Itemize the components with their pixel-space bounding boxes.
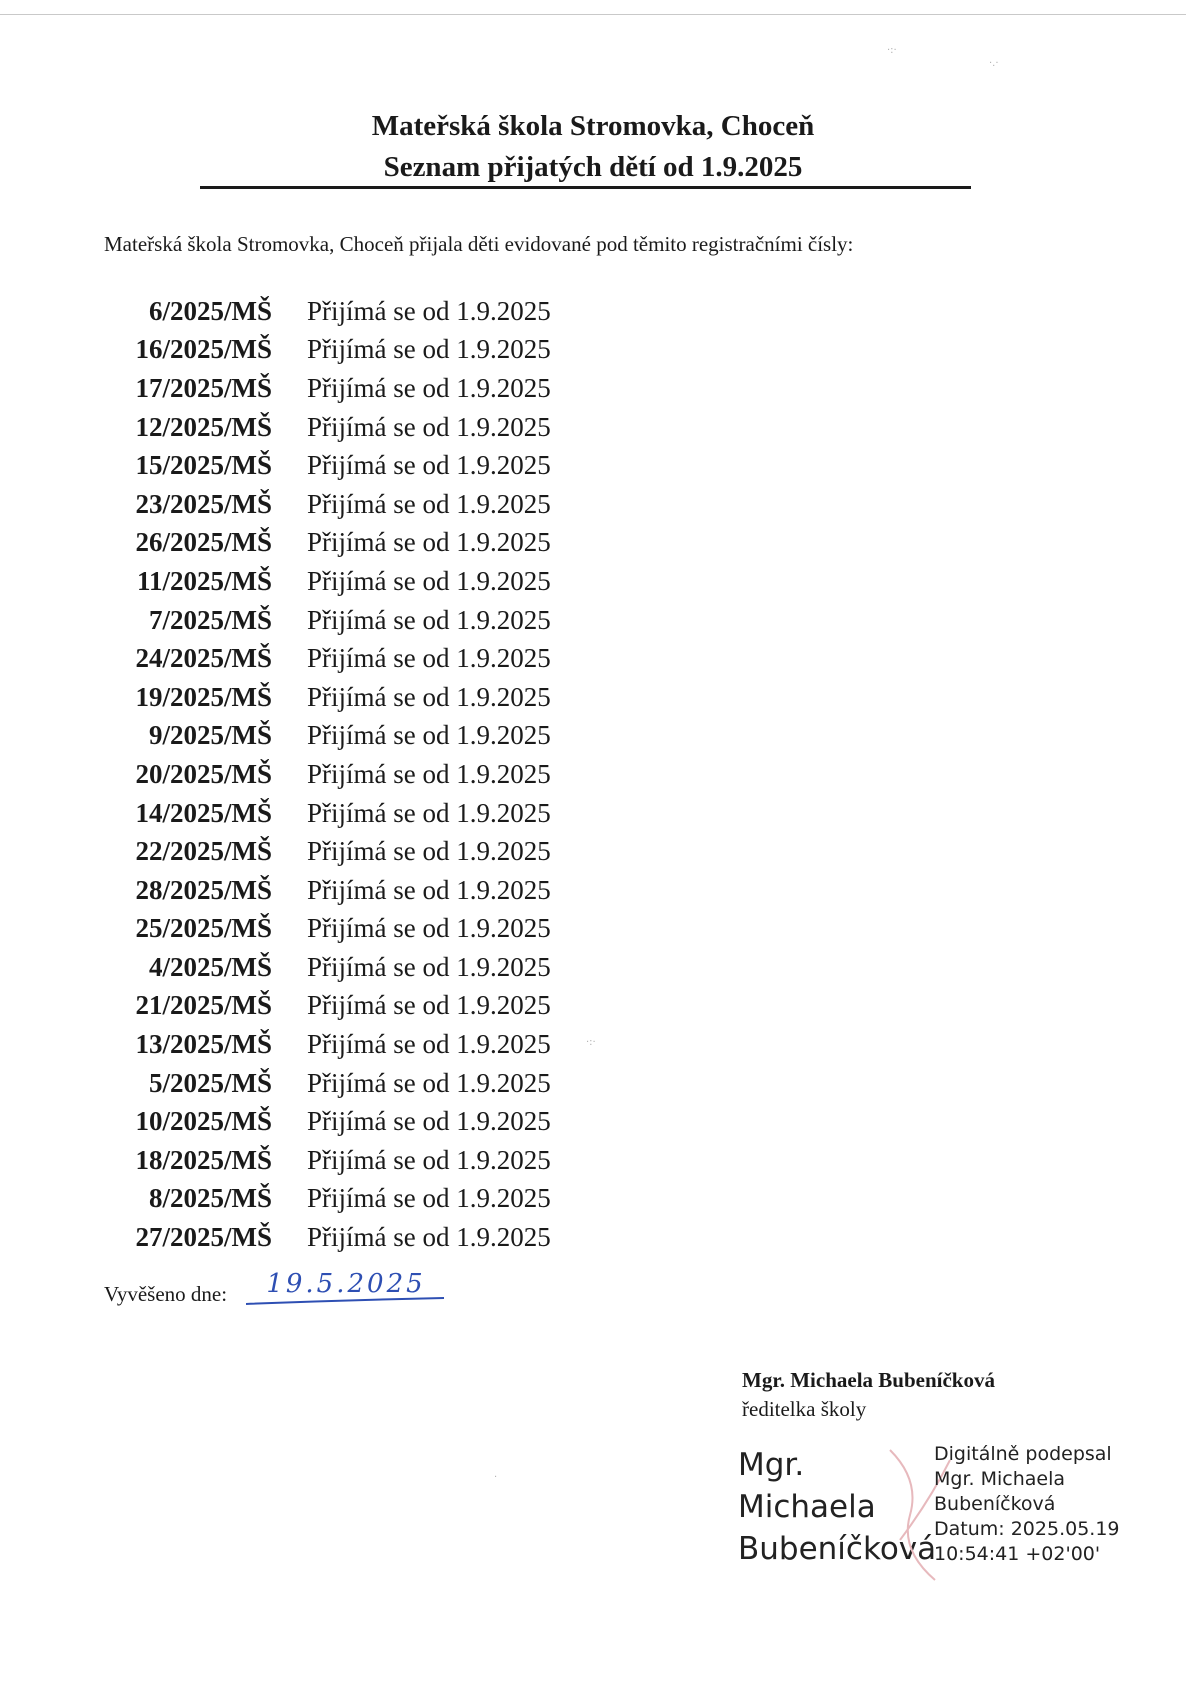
digital-info-line: 10:54:41 +02'00'	[934, 1543, 1101, 1565]
registration-number: 13/2025/MŠ	[135, 1029, 272, 1060]
admission-status: Přijímá se od 1.9.2025	[307, 604, 551, 635]
admission-status: Přijímá se od 1.9.2025	[307, 951, 551, 982]
digital-info-line: Mgr. Michaela	[934, 1468, 1066, 1490]
digital-name-line: Bubeníčková	[738, 1531, 937, 1567]
admission-status: Přijímá se od 1.9.2025	[307, 450, 551, 481]
registration-number: 7/2025/MŠ	[148, 604, 272, 635]
scan-speck: ·.·	[989, 58, 999, 69]
admission-status: Přijímá se od 1.9.2025	[307, 913, 551, 944]
list-item	[100, 562, 620, 601]
registration-number: 20/2025/MŠ	[135, 758, 272, 789]
registration-number: 26/2025/MŠ	[135, 527, 272, 558]
list-item	[100, 794, 620, 833]
admission-status: Přijímá se od 1.9.2025	[307, 527, 551, 558]
registration-number: 22/2025/MŠ	[135, 836, 272, 867]
signer-role: ředitelka školy	[742, 1397, 867, 1421]
registration-number: 12/2025/MŠ	[135, 411, 272, 442]
admission-status: Přijímá se od 1.9.2025	[307, 1067, 551, 1098]
admission-status: Přijímá se od 1.9.2025	[307, 334, 551, 365]
admission-status: Přijímá se od 1.9.2025	[307, 411, 551, 442]
list-item	[100, 910, 620, 949]
registration-number: 17/2025/MŠ	[135, 372, 272, 403]
list-item	[100, 292, 620, 331]
admission-status: Přijímá se od 1.9.2025	[307, 1144, 551, 1175]
list-item	[100, 639, 620, 678]
list-item	[100, 524, 620, 563]
digital-info-line: Datum: 2025.05.19	[934, 1518, 1120, 1540]
list-item	[100, 446, 620, 485]
list-item	[100, 1180, 620, 1219]
registration-number: 21/2025/MŠ	[135, 990, 272, 1021]
registration-number: 23/2025/MŠ	[135, 488, 272, 519]
registration-number: 24/2025/MŠ	[135, 643, 272, 674]
registration-number: 5/2025/MŠ	[148, 1067, 272, 1098]
registration-number: 6/2025/MŠ	[148, 295, 272, 326]
list-item	[100, 408, 620, 447]
admission-status: Přijímá se od 1.9.2025	[307, 990, 551, 1021]
admission-status: Přijímá se od 1.9.2025	[307, 720, 551, 751]
list-item	[100, 369, 620, 408]
list-item	[100, 485, 620, 524]
digital-info-line: Digitálně podepsal	[934, 1443, 1112, 1465]
admission-status: Přijímá se od 1.9.2025	[307, 488, 551, 519]
digital-name-line: Mgr.	[738, 1447, 805, 1483]
list-item	[100, 331, 620, 370]
list-title: Seznam přijatých dětí od 1.9.2025	[383, 151, 803, 183]
digital-signature-info	[934, 1442, 1120, 1567]
registration-number: 14/2025/MŠ	[135, 797, 272, 828]
admission-status: Přijímá se od 1.9.2025	[307, 1106, 551, 1137]
registration-number: 10/2025/MŠ	[135, 1106, 272, 1137]
admission-status: Přijímá se od 1.9.2025	[307, 874, 551, 905]
scan-speck: ·	[494, 1472, 498, 1483]
digital-name-line: Michaela	[738, 1489, 876, 1525]
list-item	[100, 948, 620, 987]
list-item	[100, 1102, 620, 1141]
admission-status: Přijímá se od 1.9.2025	[307, 295, 551, 326]
admission-status: Přijímá se od 1.9.2025	[307, 643, 551, 674]
admission-list	[100, 292, 620, 1257]
registration-number: 18/2025/MŠ	[135, 1144, 272, 1175]
admission-status: Přijímá se od 1.9.2025	[307, 1029, 551, 1060]
scan-speck: ·:·	[887, 45, 897, 56]
list-item	[100, 717, 620, 756]
list-item	[100, 1141, 620, 1180]
registration-number: 16/2025/MŠ	[135, 334, 272, 365]
admission-status: Přijímá se od 1.9.2025	[307, 1183, 551, 1214]
handwritten-date-text: 19.5.2025	[266, 1269, 426, 1299]
registration-number: 25/2025/MŠ	[135, 913, 272, 944]
admission-status: Přijímá se od 1.9.2025	[307, 372, 551, 403]
list-item	[100, 987, 620, 1026]
scan-speck: ·:·	[586, 1037, 596, 1048]
posted-label: Vyvěšeno dne:	[104, 1282, 228, 1306]
admission-status: Přijímá se od 1.9.2025	[307, 836, 551, 867]
page-top-edge	[0, 14, 1186, 15]
list-item	[100, 832, 620, 871]
registration-number: 9/2025/MŠ	[148, 720, 272, 751]
list-item	[100, 1064, 620, 1103]
registration-number: 15/2025/MŠ	[135, 450, 272, 481]
list-item	[100, 678, 620, 717]
title-underline	[200, 186, 971, 189]
admission-status: Přijímá se od 1.9.2025	[307, 797, 551, 828]
list-item	[100, 871, 620, 910]
registration-number: 8/2025/MŠ	[148, 1183, 272, 1214]
admission-status: Přijímá se od 1.9.2025	[307, 565, 551, 596]
signer-name: Mgr. Michaela Bubeníčková	[742, 1368, 995, 1392]
handwritten-date	[246, 1269, 446, 1309]
list-item	[100, 755, 620, 794]
admission-status: Přijímá se od 1.9.2025	[307, 1222, 551, 1253]
registration-number: 27/2025/MŠ	[135, 1222, 272, 1253]
admission-status: Přijímá se od 1.9.2025	[307, 681, 551, 712]
list-item	[100, 601, 620, 640]
registration-number: 19/2025/MŠ	[135, 681, 272, 712]
intro-text: Mateřská škola Stromovka, Choceň přijala děti evidované pod těmito registračními čísly:	[104, 232, 854, 256]
list-item	[100, 1025, 620, 1064]
registration-number: 28/2025/MŠ	[135, 874, 272, 905]
registration-number: 11/2025/MŠ	[136, 565, 272, 596]
list-item	[100, 1218, 620, 1257]
school-title: Mateřská škola Stromovka, Choceň	[371, 110, 815, 142]
registration-number: 4/2025/MŠ	[148, 951, 272, 982]
digital-info-line: Bubeníčková	[934, 1493, 1056, 1515]
admission-status: Přijímá se od 1.9.2025	[307, 758, 551, 789]
